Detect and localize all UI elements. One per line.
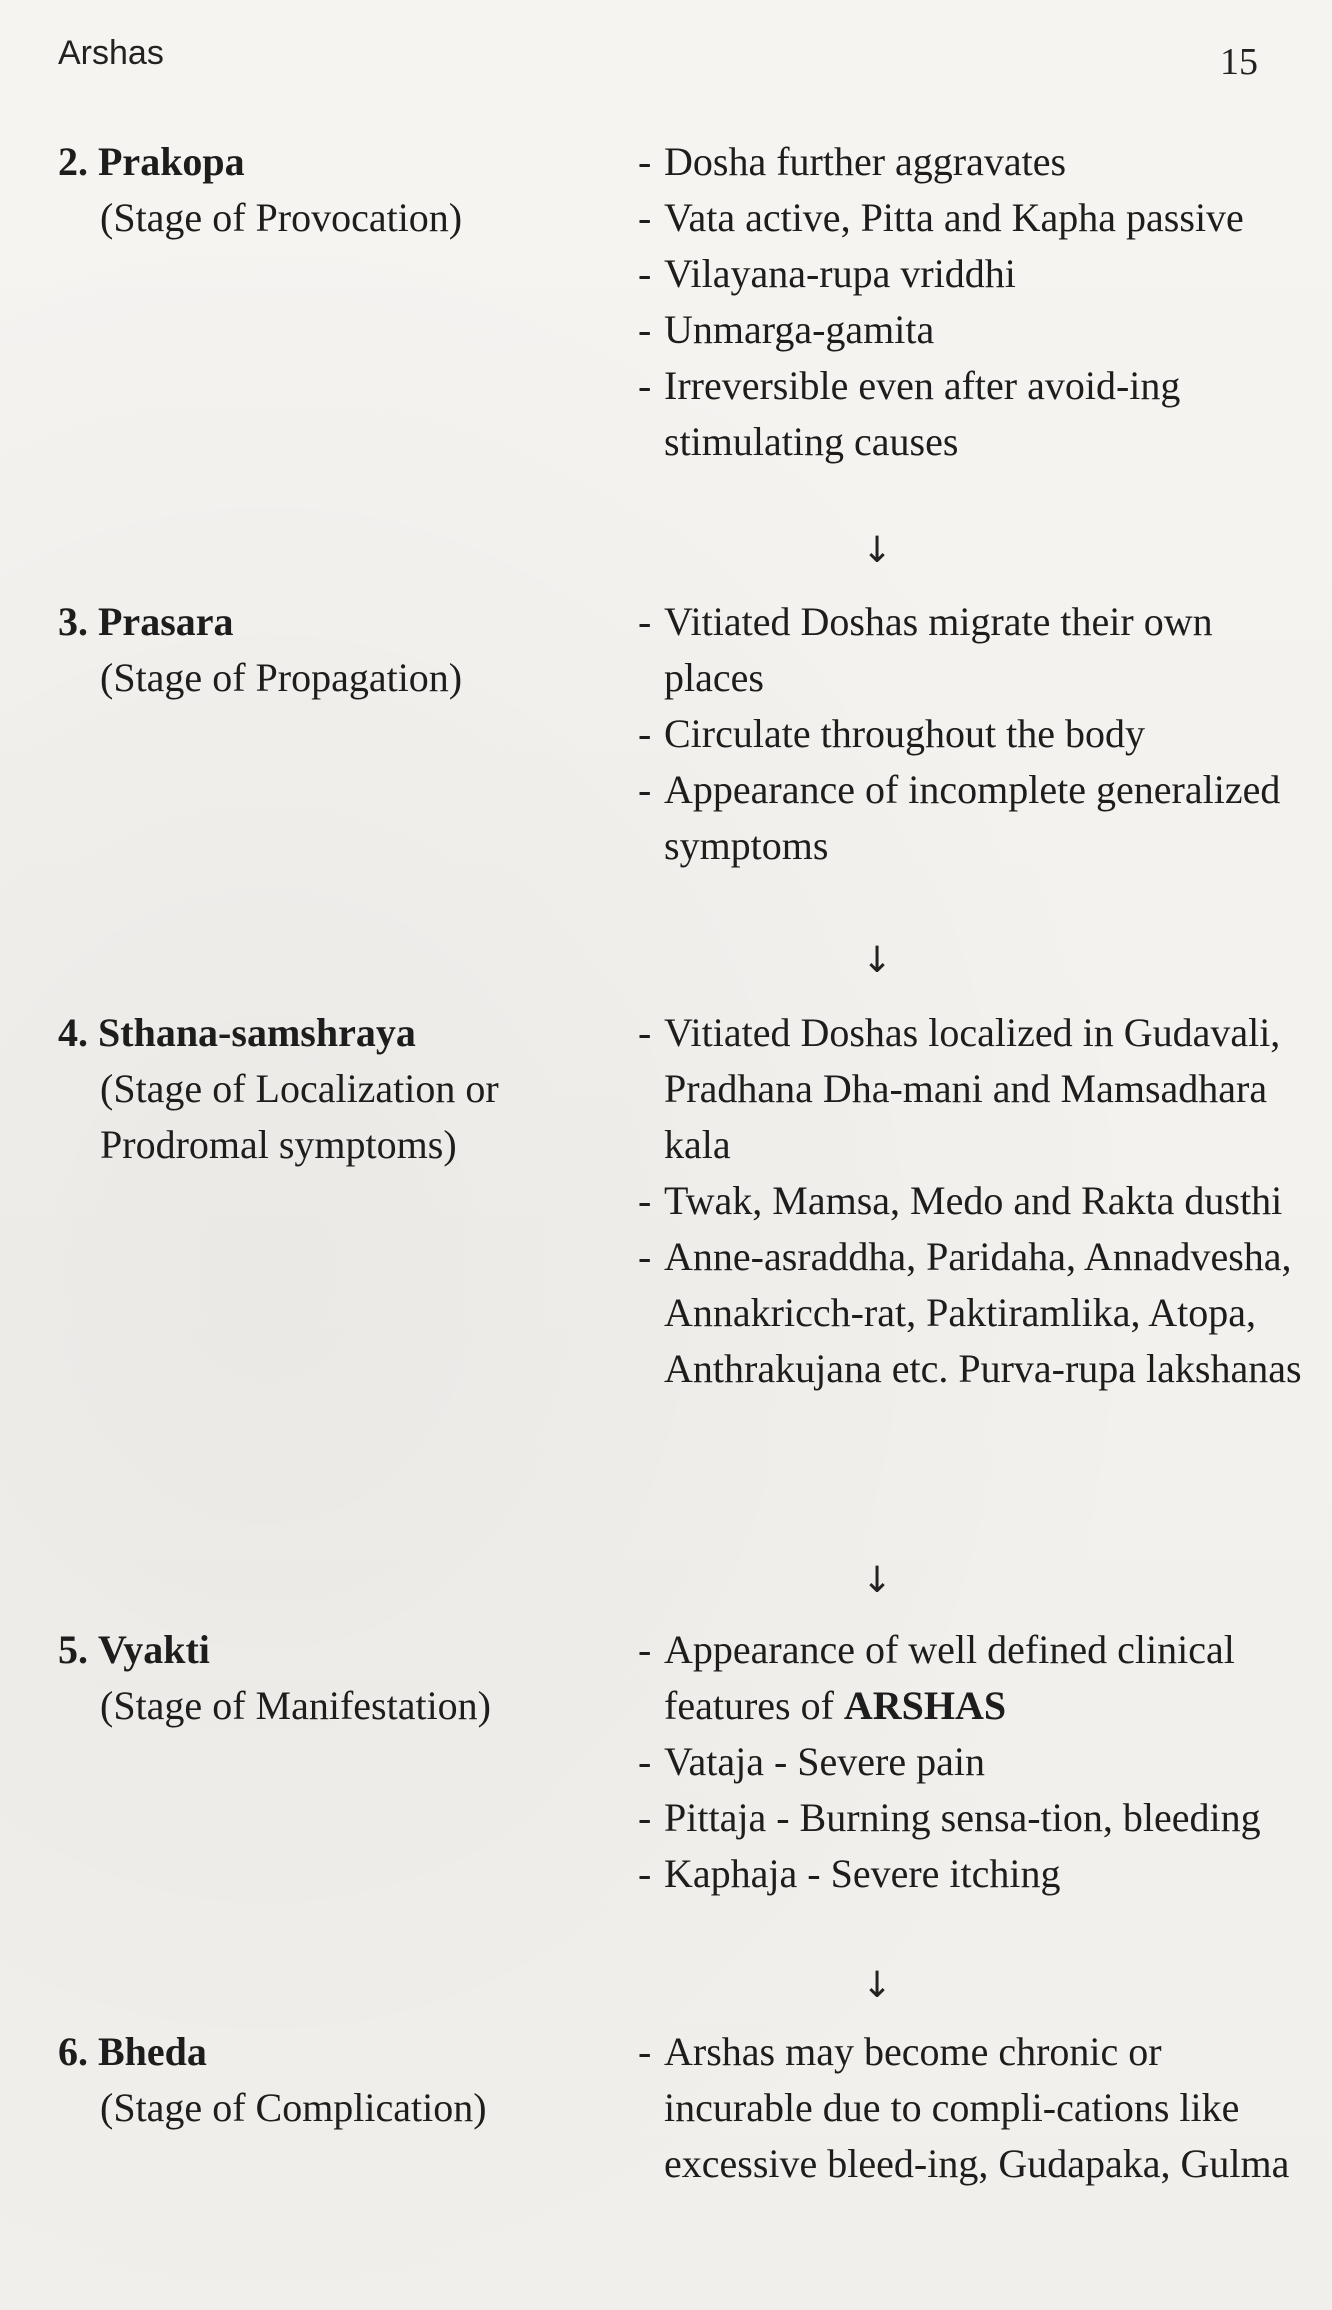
point: - Anne-asraddha, Paridaha, Annadvesha, Annakricch-rat, Paktiramlika, Atopa, Anthrakujana etc. Purva-rupa lakshanas (638, 1229, 1318, 1397)
stage-subtitle: (Stage of Localization or Prodromal symptoms) (100, 1066, 499, 1167)
point: - Vata active, Pitta and Kapha passive (638, 190, 1318, 246)
stage-points (638, 594, 1318, 874)
stage-name: Bheda (98, 2029, 207, 2074)
stage-heading (58, 134, 245, 190)
point: - Circulate throughout the body (638, 706, 1318, 762)
emphasis-arshas: ARSHAS (843, 1683, 1007, 1728)
stage-name: Sthana-samshraya (98, 1010, 416, 1055)
point: - Unmarga-gamita (638, 302, 1318, 358)
stage-number: 5. (58, 1627, 88, 1672)
stage-name: Vyakti (98, 1627, 210, 1672)
stage-heading (58, 1005, 416, 1061)
point: - Irreversible even after avoid-ing stimulating causes (638, 358, 1318, 470)
stage-number: 4. (58, 1010, 88, 1055)
stage-number: 3. (58, 599, 88, 644)
stage-name: Prasara (98, 599, 234, 644)
point: - Appearance of incomplete generalized symptoms (638, 762, 1318, 874)
point (638, 1622, 1318, 1734)
point: - Vataja - Severe pain (638, 1734, 1318, 1790)
stage-points (638, 1622, 1318, 1902)
stage-heading (58, 2024, 207, 2080)
stage-subtitle: (Stage of Provocation) (100, 195, 463, 240)
stage-heading (58, 594, 234, 650)
down-arrow-icon: ↓ (862, 1560, 893, 1601)
page-number: 15 (1220, 41, 1258, 83)
stage-number: 2. (58, 139, 88, 184)
point: - Vilayana-rupa vriddhi (638, 246, 1318, 302)
stage-points (638, 134, 1318, 470)
point: - Dosha further aggravates (638, 134, 1318, 190)
stage-subtitle: (Stage of Complication) (100, 2085, 487, 2130)
point: - Pittaja - Burning sensa-tion, bleeding (638, 1790, 1318, 1846)
stage-subtitle: (Stage of Manifestation) (100, 1683, 491, 1728)
point: - Twak, Mamsa, Medo and Rakta dusthi (638, 1173, 1318, 1229)
stage-name: Prakopa (98, 139, 245, 184)
stage-points (638, 2024, 1318, 2192)
stage-number: 6. (58, 2029, 88, 2074)
stage-points (638, 1005, 1318, 1397)
down-arrow-icon: ↓ (862, 940, 893, 981)
down-arrow-icon: ↓ (862, 530, 893, 571)
stage-subtitle: (Stage of Propagation) (100, 655, 463, 700)
running-title: Arshas (58, 34, 164, 72)
point: - Vitiated Doshas localized in Gudavali, Pradhana Dha-mani and Mamsadhara kala (638, 1005, 1318, 1173)
stage-heading (58, 1622, 210, 1678)
point-text: Appearance of well defined clinical features of (664, 1627, 1235, 1728)
point: - Vitiated Doshas migrate their own places (638, 594, 1318, 706)
point: - Arshas may become chronic or incurable due to compli-cations like excessive bleed-ing, Gudapaka, Gulma (638, 2024, 1318, 2192)
point: - Kaphaja - Severe itching (638, 1846, 1318, 1902)
down-arrow-icon: ↓ (862, 1965, 893, 2006)
